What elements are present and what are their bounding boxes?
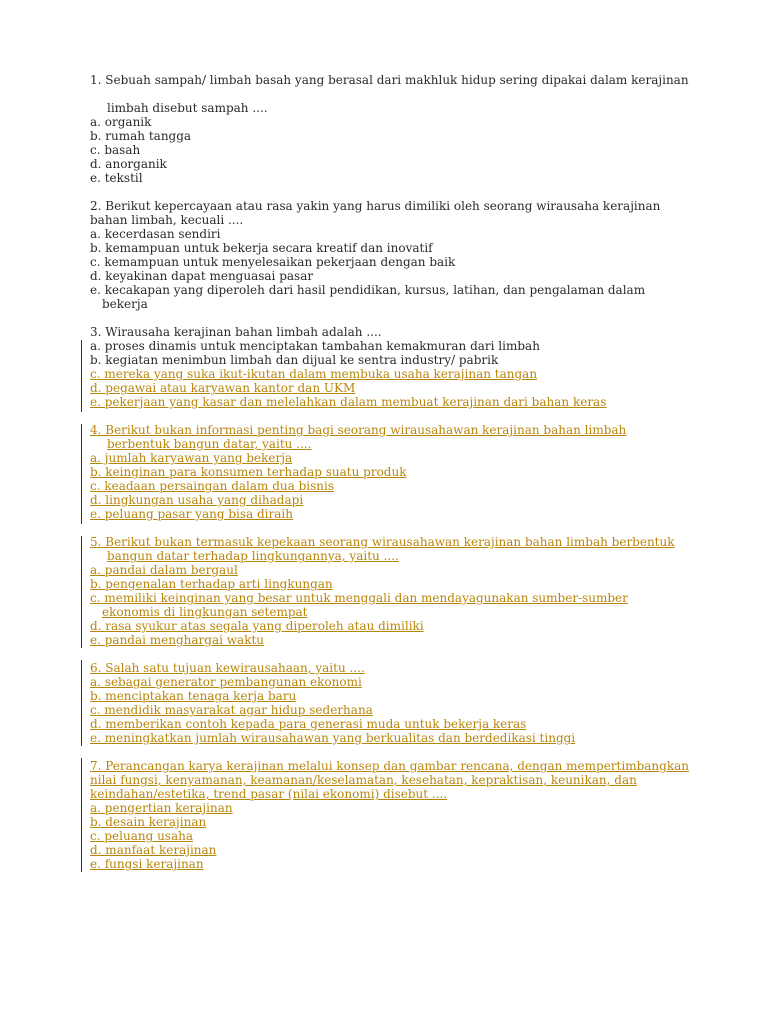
q1-option-e: e. tekstil [90, 171, 143, 185]
q6-option-c: c. mendidik masyarakat agar hidup sederhana [90, 703, 373, 717]
q1-option-a: a. organik [90, 115, 152, 129]
q7-option-e: e. fungsi kerajinan [90, 857, 204, 871]
q2-option-a: a. kecerdasan sendiri [90, 227, 221, 241]
q2-option-c: c. kemampuan untuk menyelesaikan pekerjaan dengan baik [90, 255, 456, 269]
q1-option-b: b. rumah tangga [90, 129, 192, 143]
q6-option-a: a. sebagai generator pembangunan ekonomi [90, 675, 362, 689]
q2-option-e-cont: bekerja [102, 297, 148, 311]
q1-stem-cont: limbah disebut sampah .... [107, 101, 268, 115]
q2-option-b: b. kemampuan untuk bekerja secara kreatif dan inovatif [90, 241, 433, 255]
q2-option-e: e. kecakapan yang diperoleh dari hasil pendidikan, kursus, latihan, dan pengalaman dalam [90, 283, 646, 297]
q4-option-e: e. peluang pasar yang bisa diraih [90, 507, 293, 521]
q7-option-b: b. desain kerajinan [90, 815, 207, 829]
q7-option-d: d. manfaat kerajinan [90, 843, 217, 857]
q6-option-b: b. menciptakan tenaga kerja baru [90, 689, 297, 703]
q2-option-d: d. keyakinan dapat menguasai pasar [90, 269, 314, 283]
q5-option-e: e. pandai menghargai waktu [90, 633, 265, 647]
q5-option-d: d. rasa syukur atas segala yang diperoleh atau dimiliki [90, 619, 424, 633]
revision-bar [81, 536, 82, 648]
q6-option-d: d. memberikan contoh kepada para generasi muda untuk bekerja keras [90, 717, 527, 731]
q6-stem: 6. Salah satu tujuan kewirausahaan, yaitu .... [90, 661, 365, 675]
revision-bar [81, 660, 82, 746]
q7-stem: 7. Perancangan karya kerajinan melalui konsep dan gambar rencana, dengan mempertimbangkan [90, 759, 689, 773]
revision-bar [81, 758, 82, 872]
revision-bar [81, 424, 82, 524]
q5-option-c-cont: ekonomis di lingkungan setempat [102, 605, 308, 619]
q7-option-a: a. pengertian kerajinan [90, 801, 233, 815]
q1-option-c: c. basah [90, 143, 141, 157]
q5-option-c: c. memiliki keinginan yang besar untuk menggali dan mendayagunakan sumber-sumber [90, 591, 628, 605]
q4-option-c: c. keadaan persaingan dalam dua bisnis [90, 479, 334, 493]
q4-option-d: d. lingkungan usaha yang dihadapi [90, 493, 304, 507]
q7-stem-cont-1: nilai fungsi, kenyamanan, keamanan/keselamatan, kesehatan, kepraktisan, keunikan, dan [90, 773, 637, 787]
q3-option-d: d. pegawai atau karyawan kantor dan UKM [90, 381, 356, 395]
q3-option-b: b. kegiatan menimbun limbah dan dijual ke sentra industry/ pabrik [90, 353, 499, 367]
q3-option-e: e. pekerjaan yang kasar dan melelahkan dalam membuat kerajinan dari bahan keras [90, 395, 607, 409]
q1-option-d: d. anorganik [90, 157, 167, 171]
q4-option-b: b. keinginan para konsumen terhadap suatu produk [90, 465, 407, 479]
q5-stem-cont: bangun datar terhadap lingkungannya, yaitu .... [107, 549, 399, 563]
q4-option-a: a. jumlah karyawan yang bekerja [90, 451, 293, 465]
q4-stem-cont: berbentuk bangun datar, yaitu .... [107, 437, 312, 451]
q2-stem-cont: bahan limbah, kecuali .... [90, 213, 244, 227]
q4-stem: 4. Berikut bukan informasi penting bagi seorang wirausahawan kerajinan bahan limbah [90, 423, 627, 437]
q5-option-a: a. pandai dalam bergaul [90, 563, 238, 577]
q1-stem: 1. Sebuah sampah/ limbah basah yang berasal dari makhluk hidup sering dipakai dalam kerajinan [90, 73, 689, 87]
q3-option-c: c. mereka yang suka ikut-ikutan dalam membuka usaha kerajinan tangan [90, 367, 538, 381]
q6-option-e: e. meningkatkan jumlah wirausahawan yang berkualitas dan berdedikasi tinggi [90, 731, 576, 745]
q3-option-a: a. proses dinamis untuk menciptakan tambahan kemakmuran dari limbah [90, 339, 540, 353]
q5-stem: 5. Berikut bukan termasuk kepekaan seorang wirausahawan kerajinan bahan limbah berbentuk [90, 535, 675, 549]
q3-stem: 3. Wirausaha kerajinan bahan limbah adalah .... [90, 325, 382, 339]
q7-stem-cont-2: keindahan/estetika, trend pasar (nilai ekonomi) disebut .... [90, 787, 448, 801]
revision-bar [81, 340, 82, 412]
q7-option-c: c. peluang usaha [90, 829, 194, 843]
q5-option-b: b. pengenalan terhadap arti lingkungan [90, 577, 333, 591]
q2-stem: 2. Berikut kepercayaan atau rasa yakin yang harus dimiliki oleh seorang wirausaha kerajinan [90, 199, 661, 213]
